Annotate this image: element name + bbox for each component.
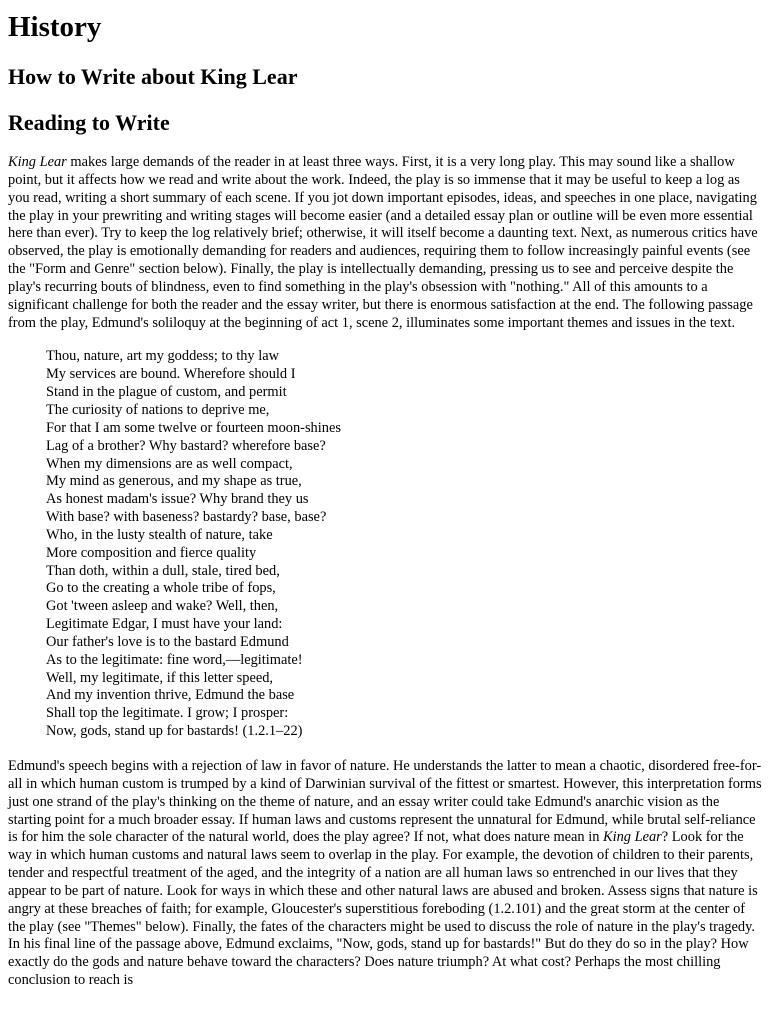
poem-line: With base? with baseness? bastardy? base, base?: [46, 509, 327, 526]
document-page: [8, 0, 762, 990]
poem-line: When my dimensions are as well compact,: [46, 455, 293, 472]
poem-line: Thou, nature, art my goddess; to thy law: [46, 348, 280, 365]
soliloquy-quote: [46, 348, 762, 741]
poem-line: Legitimate Edgar, I must have your land:: [46, 616, 283, 633]
analysis-text-b: ? Look for the way in which human customs and natural laws seem to overlap in the play. For example, the devotion of children to their parents, tender and respectful treatment of the aged, and the integrity of a nation are all human laws so entrenched in our lives that they appear to be part of nature. Look for ways in which these and other natural laws are abused and broken. Assess signs that nature is angry at these breaches of faith; for example, Gloucester's superstitious foreboding (1.2.101) and the great storm at the center of the play (see "Themes" below). Finally, the fates of the characters might be used to discuss the role of nature in the play's tragedy. In his final line of the passage above, Edmund exclaims, "Now, gods, stand up for bastards!" But do they do so in the play? How exactly do the gods and nature behave toward the characters? Does nature triumph? At what cost? Perhaps the most chilling conclusion to reach is: [8, 829, 758, 989]
poem-line: Our father's love is to the bastard Edmund: [46, 633, 289, 650]
poem-line: For that I am some twelve or fourteen moon-shines: [46, 419, 341, 436]
poem-line: My services are bound. Wherefore should I: [46, 366, 296, 383]
intro-paragraph-text: makes large demands of the reader in at least three ways. First, it is a very long play. This may sound like a shallow point, but it affects how we read and write about the work. Indeed, the play is so immense that it may be useful to keep a log as you read, writing a short summary of each scene. If you jot down important episodes, ideas, and speeches in one place, navigating the play in your prewriting and writing stages will become easier (and a detailed essay plan or outline will be even more essential here than ever). Try to keep the log relatively brief; otherwise, it will itself become a daunting text. Next, as numerous critics have observed, the play is emotionally demanding for readers and audiences, requiring them to follow increasingly painful events (see the "Form and Genre" section below). Finally, the play is intellectually demanding, pressing us to see and perceive despite the play's recurring bouts of blindness, even to find something in the play's obsession with "nothing." All of this amounts to a significant challenge for both the reader and the essay writer, but there is enormous satisfaction at the end. The following passage from the play, Edmund's soliloquy at the beginning of act 1, scene 2, illuminates some important themes and issues in the text.: [8, 154, 758, 331]
poem-line: As honest madam's issue? Why brand they us: [46, 491, 309, 508]
page-subheading: How to Write about King Lear: [8, 64, 298, 89]
analysis-paragraph: [8, 758, 762, 990]
play-title-italic: King Lear: [8, 154, 67, 170]
analysis-text-a: Edmund's speech begins with a rejection of law in favor of nature. He understands the latter to mean a chaotic, disordered free-for-all in which human custom is trumped by a kind of Darwinian survival of the fittest or smartest. However, this interpretation forms just one strand of the play's thinking on the theme of nature, and an essay writer could take Edmund's anarchic vision as the starting point for a much broader essay. If human laws and customs represent the unnatural for Edmund, while brutal self-reliance is for him the sole character of the natural world, does the play agree? If not, what does nature mean in: [8, 758, 762, 846]
poem-line: My mind as generous, and my shape as true,: [46, 473, 302, 490]
poem-line: Stand in the plague of custom, and permit: [46, 384, 287, 401]
poem-line: As to the legitimate: fine word,—legitimate!: [46, 651, 303, 668]
poem-line: The curiosity of nations to deprive me,: [46, 401, 270, 418]
page-heading: History: [8, 11, 102, 43]
intro-paragraph: [8, 154, 762, 332]
poem-line: Go to the creating a whole tribe of fops,: [46, 580, 276, 597]
poem-line: Now, gods, stand up for bastards! (1.2.1–22): [46, 723, 303, 740]
poem-line: Well, my legitimate, if this letter speed,: [46, 669, 274, 686]
poem-line: Than doth, within a dull, stale, tired bed,: [46, 562, 280, 579]
section-heading: Reading to Write: [8, 110, 170, 135]
play-title-italic: King Lear: [603, 829, 662, 846]
poem-line: Lag of a brother? Why bastard? wherefore base?: [46, 437, 326, 454]
poem-line: Who, in the lusty stealth of nature, take: [46, 526, 273, 543]
poem-line: More composition and fierce quality: [46, 544, 257, 561]
poem-line: Got 'tween asleep and wake? Well, then,: [46, 598, 279, 615]
poem-line: Shall top the legitimate. I grow; I prosper:: [46, 705, 289, 722]
poem-line: And my invention thrive, Edmund the base: [46, 687, 295, 704]
